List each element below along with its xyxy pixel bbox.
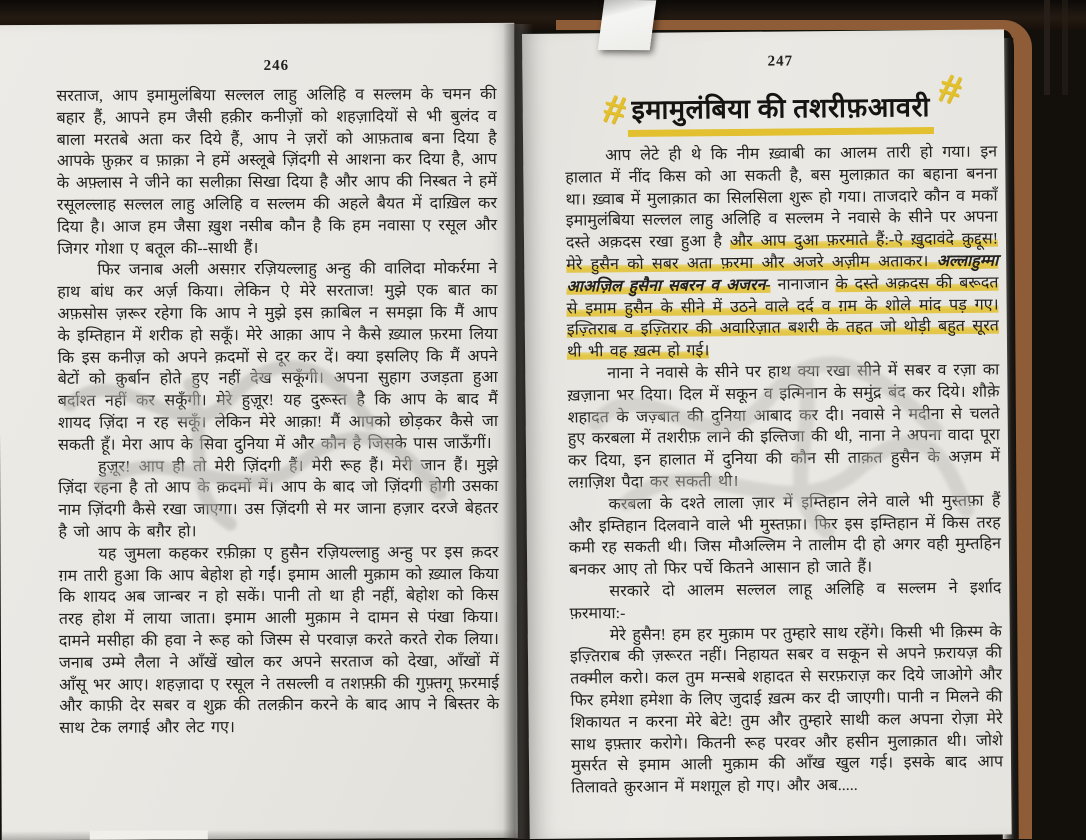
page-number: 247 <box>767 53 794 70</box>
paragraph: नाना ने नवासे के सीने पर हाथ क्या रखा सीने में सबर व रज़ा का ख़ज़ाना भर दिया। दिल में सकून व इत्मिनान के समुंद्र बंद कर दिये। शौक़े शहादत के जज़्बात की दुनिया आबाद कर दी। नवासे ने मदीना से चलते हुए करबला में तशरीफ़ लाने की इल्तिजा की थी, नाना ने अपना वादा पूरा कर दिया, इन हालात में दुनिया की कौन सी ताक़त हुसैन के अज़म में लग़ज़िश पैदा कर सकती थी। <box>567 361 1001 492</box>
page-bottom-notch <box>90 830 208 840</box>
paragraph: यह जुमला कहकर रफ़ीक़ा ए हुसैन रज़ियल्लाहु अन्हु पर इस क़दर ग़म तारी हुआ कि आप बेहोश हो गईं। इमाम आली मुक़ाम को ख़्याल किया कि शायद अब जान्बर न हो सकें। पानी तो था ही नहीं, बेहोश को किस तरह होश में लाया जाता। इमाम आली मुक़ाम ने दामन से पंखा किया। दामने मसीहा की हवा ने रूह को जिस्म से परवाज़ करते करते रोक लिया। जनाब उम्मे लैला ने आँखें खोल कर अपने सरताज को देखा, आँखों में आँसू भर आए। शहज़ादा ए रसूल ने तसल्ली व तशफ़्फ़ी की गुफ़्तगू फ़रमाई और काफ़ी देर सबर व शुक्र की तलक़ीन करने के बाद आप ने बिस्तर के साथ टेक लगाई और लेट गए। <box>58 543 500 737</box>
highlighter-hash-icon: # <box>933 64 967 115</box>
highlighter-hash-icon: # <box>598 85 630 135</box>
paragraph-segment: आप लेटे ही थे कि नीम ख़्वाबी का आलम तारी हो गया। इन हालात में नींद किस को आ सकती है, बस मुलाक़ात का बहाना बनना था। ख़्वाब में मुलाक़ात का सिलसिला शुरू हो गया। ताजदारे कौन व मकाँ इमामुलंबिया सल्लल लाहु अलिहि व सल्लम ने नवासे के सीने पर अपना दस्ते अक़दस रखा हुआ है <box>565 143 998 252</box>
paragraph: मेरे हुसैन! हम हर मुक़ाम पर तुम्हारे साथ रहेंगे। किसी भी क़िस्म के इज़्तिराब की ज़रूरत नहीं। निहायत सबर व सकून से अपने फ़रायज़ की तक्मील करो। कल तुम मन्सबे शहादत से सरफ़राज़ कर दिये जाओगे और फिर हमेशा हमेशा के लिए जुदाई ख़त्म कर दी जाएगी। पानी न मिलने की शिकायत न करना मेरे बेटे! तुम और तुम्हारे साथी कल अपना रोज़ा मेरे साथ इफ़्तार करोगे। कितनी रूह परवर और हसीन मुलाक़ात थी। जोशे मुसर्रत से इमाम आली मुक़ाम की आँख खुल गई। इसके बाद आप तिलावते क़ुरआन में मशग़ूल हो गए। और अब..... <box>569 622 1004 797</box>
paragraph: सरताज, आप इमामुलंबिया सल्लल लाहु अलिहि व सल्लम के चमन की बहार हैं, आपने हम जैसी हक़ीर कनीज़ों को शहज़ादियों से भी बुलंद व बाला मरतबे अता कर दिये हैं, आप ने ज़रों को आफ़ताब बना दिया है आपके फ़ुक़र व फ़ाक़ा ने हमें अस्लूबे ज़िंदगी से आशना कर दिया है, आप के अफ़्लास ने जीने का सलीक़ा सिखा दिया है और आप की निस्बत ने हमें रसूलल्लाह सल्लल लाहु अलिहि व सल्लम की अहले बैयत में दाख़िल कर दिया है। आज हम जैसा ख़ुश नसीब कौन है कि हम नवासा ए रसूल और जिगर गोशा ए बतूल की--साथी हैं। <box>56 85 498 258</box>
highlighted-text: के दस्ते अक़दस की बरूदत से इमाम हुसैन के सीने में उठने वाले दर्द व ग़म के शोले मांद पड़ गए। इज़्तिराब व इज़्तिरार की अवारिज़ात बशरी के तहत जो थोड़ी बहुत सूरत थी भी वह ख़त्म हो गई। <box>566 274 999 361</box>
paragraph: फिर जनाब अली असग़र रज़ियल्लाहु अन्हु की वालिदा मोकर्रमा ने हाथ बांध कर अर्ज़ किया। लेकिन ऐ मेरे सरताज! मुझे एक बात का अफ़सोस ज़रूर रहेगा कि आप ने मुझे इस क़ाबिल न समझा कि मैं आप के इम्तिहान में शरीक हो सकूँ। मेरे आक़ा आप ने कैसे ख़्याल फ़रमा लिया कि इस कनीज़ को अपने क़दमों से दूर कर दें। क्या इसलिए कि मैं अपने बेटों को क़ुर्बान होते हुए नहीं देख सकूँगी। अपना सुहाग उजड़ता हुआ बर्दाश्त नहीं कर सकूँगी। मेरे हुज़ूर! यह दुरूस्त है कि आप के बाद मैं शायद ज़िंदा न रह सकूँ। लेकिन मेरे आक़ा! मैं आपको छोड़कर कैसे जा सकती हूँ। मेरा आप के सिवा दुनिया में और कौन है जिसके पास जाऊँगीं। <box>57 260 498 454</box>
highlighted-text: और आप दुआ फ़रमाते हैं:-ऐ ख़ुदावंदे क़ुद्दूस! मेरे हुसैन को सबर अता फ़रमा और अजरे अज़ीम अताकर। <box>566 230 999 274</box>
bookmark-strip <box>598 0 657 50</box>
page-number: 246 <box>263 57 290 74</box>
arabic-dua-quote: अल्लाहुम्मा आअज़िल हुसैना सबरन व अजरन- <box>566 252 999 296</box>
left-page <box>0 23 518 840</box>
background-book-spine <box>1044 0 1050 95</box>
paragraph-segment: नानाजान <box>770 275 836 294</box>
paragraph: हुज़ूर! आप ही तो मेरी ज़िंदगी हैं। मेरी रूह हैं। मेरी जान हैं। मुझे ज़िंदा रहना है तो आप के क़दमों में। आप के बाद जो ज़िंदगी होगी उसका नाम ज़िंदगी कैसे रखा जाएगा। उस ज़िंदगी से मर जाना हज़ार दरजे बेहतर है जो आप के बग़ैर हो। <box>58 456 499 541</box>
background-book-spine <box>1062 0 1068 95</box>
right-page <box>522 29 1012 839</box>
paragraph <box>565 141 999 363</box>
page-bottom-shadow <box>2 829 518 840</box>
chapter-title: इमामुलंबिया की तशरीफ़आवरी <box>627 87 934 137</box>
chapter-title-block <box>564 64 997 137</box>
paragraph: करबला के दश्ते लाला ज़ार में इम्तिहान लेने वाले भी मुस्तफ़ा हैं और इम्तिहान दिलवाने वाले भी मुस्तफ़ा। फिर इस इम्तिहान में किस तरह कमी रह सकती थी। जिस मौअल्लिम ने तालीम दी हो अगर वही मुम्तहिन बनकर आए तो फिर पर्चे कितने आसान हो जाते हैं। <box>568 492 1002 579</box>
paragraph: सरकारे दो आलम सल्लल लाहू अलिहि व सल्लम ने इर्शाद फ़रमाया:- <box>569 579 1002 623</box>
